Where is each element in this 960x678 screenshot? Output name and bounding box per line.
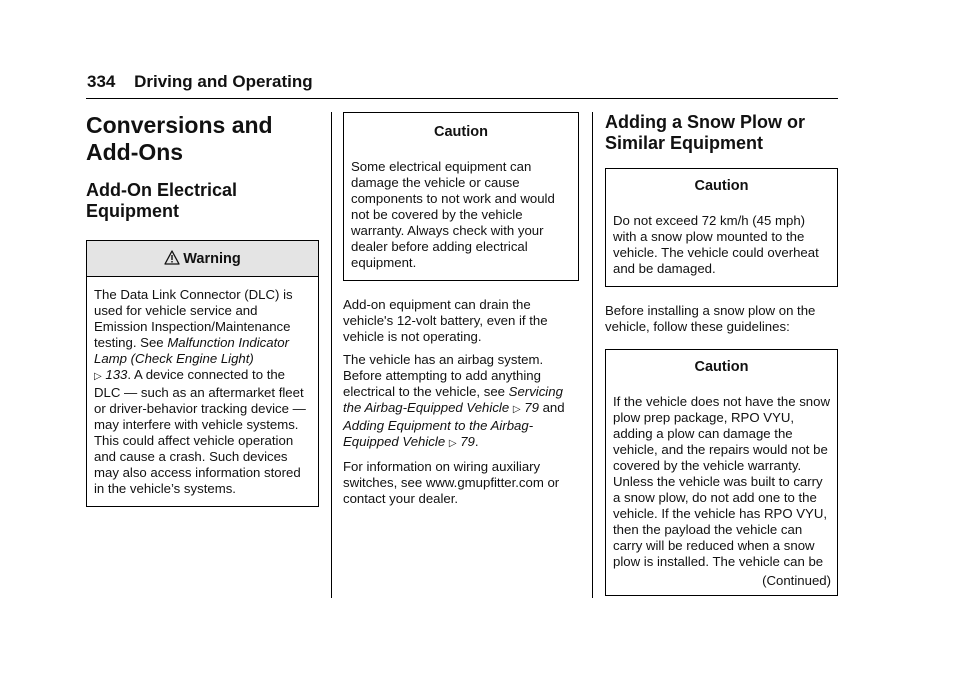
caution-box	[343, 112, 579, 281]
warning-triangle-icon	[164, 250, 180, 265]
xref-page[interactable]: 79	[460, 434, 475, 449]
paragraph-wiring: For information on wiring auxiliary switches, see www.gmupfitter.com or contact your dealer.	[343, 459, 560, 506]
caution-header: Caution	[434, 124, 488, 140]
caution-text: If the vehicle does not have the snow plow prep package, RPO VYU, adding a plow can damage the vehicle, and the repairs would not be covered by the vehicle warranty. Unless the vehicle was built to carry a snow plow, do not add one to the vehicle. If the vehicle has RPO VYU, then the payload the vehicle can carry will be reduced when a snow plow is installed. The vehicle can be	[613, 394, 831, 569]
column-divider	[592, 112, 593, 598]
warning-box	[86, 240, 319, 507]
page-number: 334	[87, 72, 116, 91]
caution-header: Caution	[694, 359, 749, 375]
xref-page[interactable]: 133	[105, 367, 128, 382]
column-divider	[331, 112, 332, 598]
caution-box	[605, 349, 838, 596]
xref-page[interactable]: 79	[524, 400, 539, 415]
warning-header	[87, 241, 318, 277]
main-heading: Conversions and Add-Ons	[86, 112, 273, 165]
caution-header: Caution	[694, 178, 749, 194]
paragraph-guidelines: Before installing a snow plow on the vehicle, follow these guidelines:	[605, 303, 816, 334]
warning-text: The Data Link Connector (DLC) is used for vehicle service and Emission Inspection/Maintenance testing. See Malfunction Indicator Lamp (Check Engine Light) ▷ 133. A device connected to the DLC — such as an aftermarket fleet or driver-behavior tracking device — may interfere with vehicle systems. This could affect vehicle operation and cause a crash. Such devices may also access information stored in the vehicle’s systems.	[94, 287, 306, 496]
page-ref-arrow-icon: ▷	[94, 371, 102, 382]
page-ref-arrow-icon: ▷	[448, 438, 457, 449]
column-2	[343, 112, 579, 507]
subheading-electrical-equipment: Add-On Electrical Equipment	[86, 180, 238, 221]
header-rule	[86, 98, 838, 99]
paragraph-airbag: The vehicle has an airbag system. Before attempting to add anything electrical to the vehicle, see Servicing the Airbag-Equipped Vehicle ▷ 79 and Adding Equipment to the Airbag-Equipped Vehicle ▷ 79.	[343, 352, 565, 449]
page-header	[87, 72, 313, 92]
xref-link[interactable]: Adding Equipment to the Airbag-Equipped Vehicle	[343, 418, 534, 449]
paragraph-battery: Add-on equipment can drain the vehicle's 12-volt battery, even if the vehicle is not operating.	[343, 297, 548, 344]
section-title: Driving and Operating	[134, 72, 313, 91]
continued-label: (Continued)	[762, 573, 831, 588]
xref-link[interactable]: Malfunction Indicator Lamp (Check Engine Light)	[94, 335, 289, 366]
xref-link[interactable]: Servicing the Airbag-Equipped Vehicle	[343, 384, 563, 415]
caution-box	[605, 168, 838, 287]
caution-text: Some electrical equipment can damage the vehicle or cause components to not work and would not be covered by the vehicle warranty. Always check with your dealer before adding electrical equipment.	[351, 159, 555, 270]
column-3	[605, 112, 838, 596]
caution-text: Do not exceed 72 km/h (45 mph) with a snow plow mounted to the vehicle. The vehicle could overheat and be damaged.	[613, 213, 819, 276]
column-1	[86, 112, 319, 507]
subheading-snow-plow: Adding a Snow Plow or Similar Equipment	[605, 112, 805, 153]
warning-label: Warning	[183, 251, 241, 267]
page-ref-arrow-icon: ▷	[512, 404, 521, 415]
